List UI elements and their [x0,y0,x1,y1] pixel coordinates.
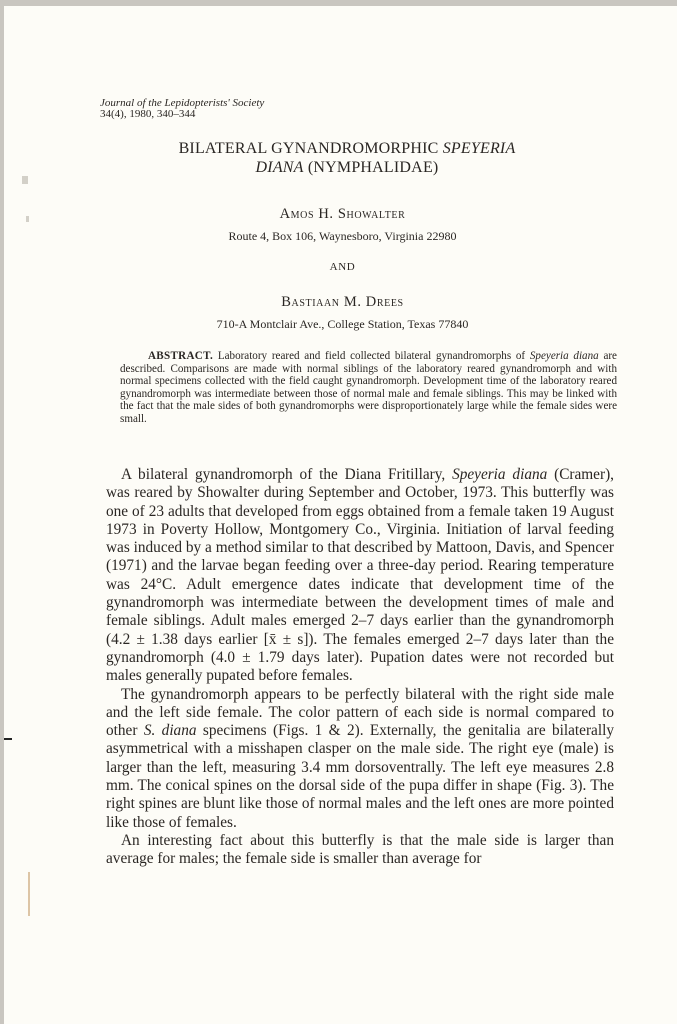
author-name: Bastiaan M. Drees [281,294,404,310]
paragraph-text: specimens (Figs. 1 & 2). Externally, the genitalia are bilaterally asymmetrical with a misshapen clasper on the male side. The right eye (male) is larger than the left, measuring 3.4 mm dorsoventrally. The left eye measures 2.8 mm. The conical spines on the dorsal side of the pupa differ in shape (Fig. 3). The right spines are blunt like those of normal males and the left ones are more pointed like those of females. [106,722,614,831]
author-address: Route 4, Box 106, Waynesboro, Virginia 22980 [228,229,457,243]
author-separator: AND [329,261,356,273]
author-address: 710-A Montclair Ave., College Station, Texas 77840 [216,317,469,331]
paragraph: An interesting fact about this butterfly is that the male side is larger than average for males; the female side is smaller than average for [106,831,614,868]
title-family: (NYMPHALIDAE) [303,158,439,176]
paper-title [124,140,570,177]
species-name: S. diana [143,722,197,740]
abstract-label: ABSTRACT. [148,350,214,362]
scan-speck [28,872,30,916]
body-text [106,466,614,869]
abstract [120,350,617,426]
author-name: Amos H. Showalter [279,206,406,222]
journal-name: Journal of the Lepidopterists' Society [100,97,265,109]
scan-speck [22,176,28,184]
title-species: DIANA [255,158,304,176]
title-genus: SPEYERIA [442,140,516,157]
abstract-species: Speyeria diana [529,350,599,362]
abstract-text: are described. Comparisons are made with normal siblings of the laboratory reared gynandromorph and with normal specimens collected with the field caught gynandromorph. Development time of the laboratory reared gynandromorph was intermediate between those of normal male and female siblings. This may be linked with the fact that the male sides of both gynandromorphs were disproportionately large while the female sides were small. [120,350,617,425]
paragraph-text: The gynandromorph appears to be perfectly bilateral with the right side male and the left side female. The color pattern of each side is normal compared to other [106,685,614,740]
paragraph [106,466,614,686]
paragraph-text: (Cramer), was reared by Showalter during September and October, 1973. This butterfly was one of 23 adults that developed from eggs obtained from a female taken 19 August 1973 in Poverty Hollow, Montgomery Co., Virginia. Initiation of larval feeding was induced by a method similar to that described by Mattoon, Davis, and Spencer (1971) and the larvae began feeding over a three-day period. Rearing temperature was 24°C. Adult emergence dates indicate that development time of the gynandromorph was intermediate between the development times of male and female siblings. Adult males emerged 2–7 days earlier than the gynandromorph (4.2 ± 1.38 days earlier [x̄ ± s]). The females emerged 2–7 days later than the gynandromorph (4.0 ± 1.79 days later). Pupation dates were not recorded but males generally pupated before females. [106,466,614,685]
paragraph-text: A bilateral gynandromorph of the Diana Fritillary, [121,466,453,483]
journal-header [100,98,264,120]
paper-page [4,6,677,1024]
paragraph [106,686,614,832]
species-name: Speyeria diana [452,466,548,483]
abstract-text: Laboratory reared and field collected bilateral gynandromorphs of [213,350,530,362]
scan-edge-mark [4,738,12,740]
journal-citation: 34(4), 1980, 340–344 [100,108,196,120]
title-text: BILATERAL GYNANDROMORPHIC [178,140,443,157]
